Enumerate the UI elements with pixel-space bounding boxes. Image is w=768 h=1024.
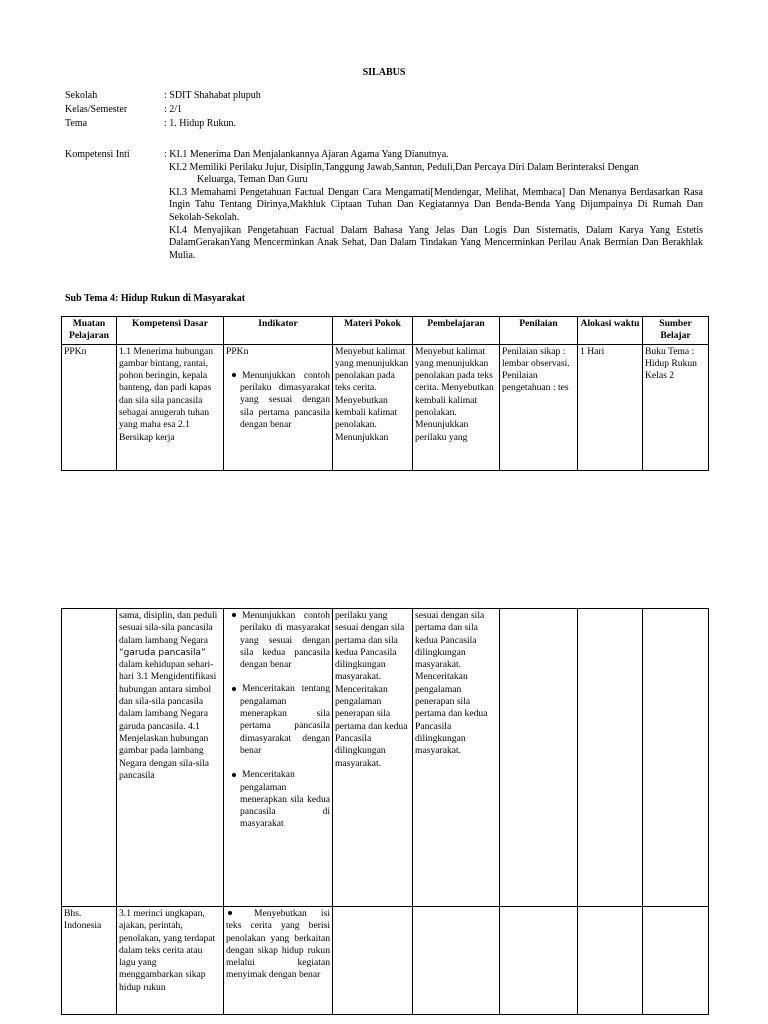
cell-sumber-belajar xyxy=(643,609,709,907)
bullet-icon xyxy=(228,911,232,915)
ki2-line2: Keluarga, Teman Dan Guru xyxy=(197,174,308,185)
header-penilaian: Penilaian xyxy=(500,317,578,345)
label-tema: Tema xyxy=(65,118,88,129)
cell-indikator xyxy=(224,344,333,470)
header-materi-pokok: Materi Pokok xyxy=(333,317,413,345)
cell-materi-pokok xyxy=(333,907,413,1015)
value-kelas: : 2/1 xyxy=(164,104,183,115)
label-kelas: Kelas/Semester xyxy=(65,104,128,115)
indikator-item: Menceritakan tentang pengalaman menerapkan sila pertama pancasila dimasyarakat dengan benar xyxy=(226,683,330,757)
value-sekolah: : SDIT Shahabat plupuh xyxy=(164,90,261,101)
cell-kompetensi-dasar: sama, disiplin, dan peduli sesuai sila-sila pancasila dalam lambang Negara “garuda pancasila” dalam kehidupan sehari-hari 3.1 Mengidentifikasi hubungan antara simbol dan sila-sila pancasila dalam lambang Negara garuda pancasila. 4.1 Menjelaskan hubungan gambar pada lambang Negara dengan sila-sila pancasila xyxy=(117,609,224,907)
ki3: KI.3 Memahami Pengetahuan Factual Dengan Cara Mengamati[Mendengar, Melihat, Membaca] Dan Menanya Berdasarkan Rasa Ingin Tahu Tentang Dirinya,Makhluk Ciptaan Tuhan Dan Kegiatannya Dan Benda-Benda Yang Dijumpainya Di Rumah Dan Sekolah-Sekolah. xyxy=(169,187,703,223)
indikator-item: Menunjukkan contoh perilaku dimasyarakat yang sesuai dengan sila pertama pancasila dengan benar xyxy=(226,370,330,431)
document-title: SILABUS xyxy=(362,67,406,78)
cell-penilaian: Penilaian sikap : lembar observasi. Penilaian pengetahuan : tes xyxy=(500,344,578,470)
bullet-icon xyxy=(232,773,236,777)
header-pembelajaran: Pembelajaran xyxy=(413,317,500,345)
cell-muatan: Bhs. Indonesia xyxy=(62,907,117,1015)
cell-kompetensi-dasar: 1.1 Menerima hubungan gambar bintang, rantai, pohon beringin, kepala banteng, dan padi kapas dan sila sila pancasila sebagai anugerah tuhan yang maha esa 2.1 Bersikap kerja xyxy=(117,344,224,470)
header-sumber-belajar: Sumber Belajar xyxy=(643,317,709,345)
cell-alokasi-waktu: 1 Hari xyxy=(578,344,643,470)
cell-sumber-belajar: Buku Tema : Hidup Rukun Kelas 2 xyxy=(643,344,709,470)
cell-penilaian xyxy=(500,609,578,907)
indikator-item: Menyebutkan isi teks cerita yang berisi penolakan yang berkaitan dengan sikap hidup rukun melalui kegiatan menyimak dengan benar xyxy=(226,908,330,981)
header-muatan: Muatan Pelajaran xyxy=(62,317,117,345)
cell-alokasi-waktu xyxy=(578,907,643,1015)
ki1: : KI.1 Menerima Dan Menjalankannya Ajaran Agama Yang Dianutnya. xyxy=(164,149,449,160)
cell-pembelajaran: Menyebut kalimat yang menunjukkan penolakan pada teks cerita. Menyebutkan kembali kalimat penolakan. Menunjukkan perilaku yang xyxy=(413,344,500,470)
indikator-heading: PPKn xyxy=(226,345,249,357)
cell-pembelajaran: sesuai dengan sila pertama dan sila kedua Pancasila dilingkungan masyarakat. Menceritakan pengalaman penerapan sila pertama dan kedua Pancasila dilingkungan masyarakat. xyxy=(413,609,500,907)
cell-materi-pokok: Menyebut kalimat yang menunjukkan penolakan pada teks cerita. Menyebutkan kembali kalimat penolakan. Menunjukkan xyxy=(333,344,413,470)
label-sekolah: Sekolah xyxy=(65,90,98,101)
cell-indikator xyxy=(224,609,333,907)
cell-indikator xyxy=(224,907,333,1015)
cell-muatan xyxy=(62,609,117,907)
cell-muatan: PPKn xyxy=(62,344,117,470)
cell-kompetensi-dasar: 3.1 merinci ungkapan, ajakan, perintah, penolakan, yang terdapat dalam teks cerita atau lagu yang menggambarkan sikap hidup rukun xyxy=(117,907,224,1015)
cell-penilaian xyxy=(500,907,578,1015)
header-alokasi-waktu: Alokasi waktu xyxy=(578,317,643,345)
kd-quote: “garuda pancasila” xyxy=(119,647,206,658)
bullet-icon xyxy=(232,687,236,691)
ki4: KI.4 Menyajikan Pengetahuan Factual Dalam Bahasa Yang Jelas Dan Logis Dan Sistematis, Dalam Karya Yang Estetis DalamGerakanYang Mencerminkan Anak Sehat, Dan Dalam Tindakan Yang Mencerminkan Perilau Anak Bermian Dan Berakhlak Mulia. xyxy=(169,225,703,261)
syllabus-table-1 xyxy=(61,316,709,471)
cell-pembelajaran xyxy=(413,907,500,1015)
syllabus-table-2 xyxy=(61,608,709,1015)
indikator-item: Menunjukkan contoh perilaku di masyarakat yang sesuai dengan sila kedua pancasila dengan benar xyxy=(226,610,330,671)
cell-materi-pokok: perilaku yang sesuai dengan sila pertama dan sila kedua Pancasila dilingkungan masyarakat. Menceritakan pengalaman penerapan sila pertama dan kedua Pancasila dilingkungan masyarakat. xyxy=(333,609,413,907)
indikator-item: Menceritakan pengalaman menerapkan sila kedua pancasila di masyarakat xyxy=(226,769,330,830)
cell-alokasi-waktu xyxy=(578,609,643,907)
bullet-icon xyxy=(232,373,236,377)
subtema-heading: Sub Tema 4: Hidup Rukun di Masyarakat xyxy=(65,293,246,304)
label-kompetensi-inti: Kompetensi Inti xyxy=(65,149,130,160)
cell-sumber-belajar xyxy=(643,907,709,1015)
ki2-line1: KI.2 Memiliki Perilaku Jujur, Disiplin,Tanggung Jawab,Santun, Peduli,Dan Percaya Diri Dalam Berinteraksi Dengan xyxy=(169,162,639,173)
header-indikator: Indikator xyxy=(224,317,333,345)
bullet-icon xyxy=(232,613,236,617)
header-kompetensi-dasar: Kompetensi Dasar xyxy=(117,317,224,345)
value-tema: : 1. Hidup Rukun. xyxy=(164,118,236,129)
